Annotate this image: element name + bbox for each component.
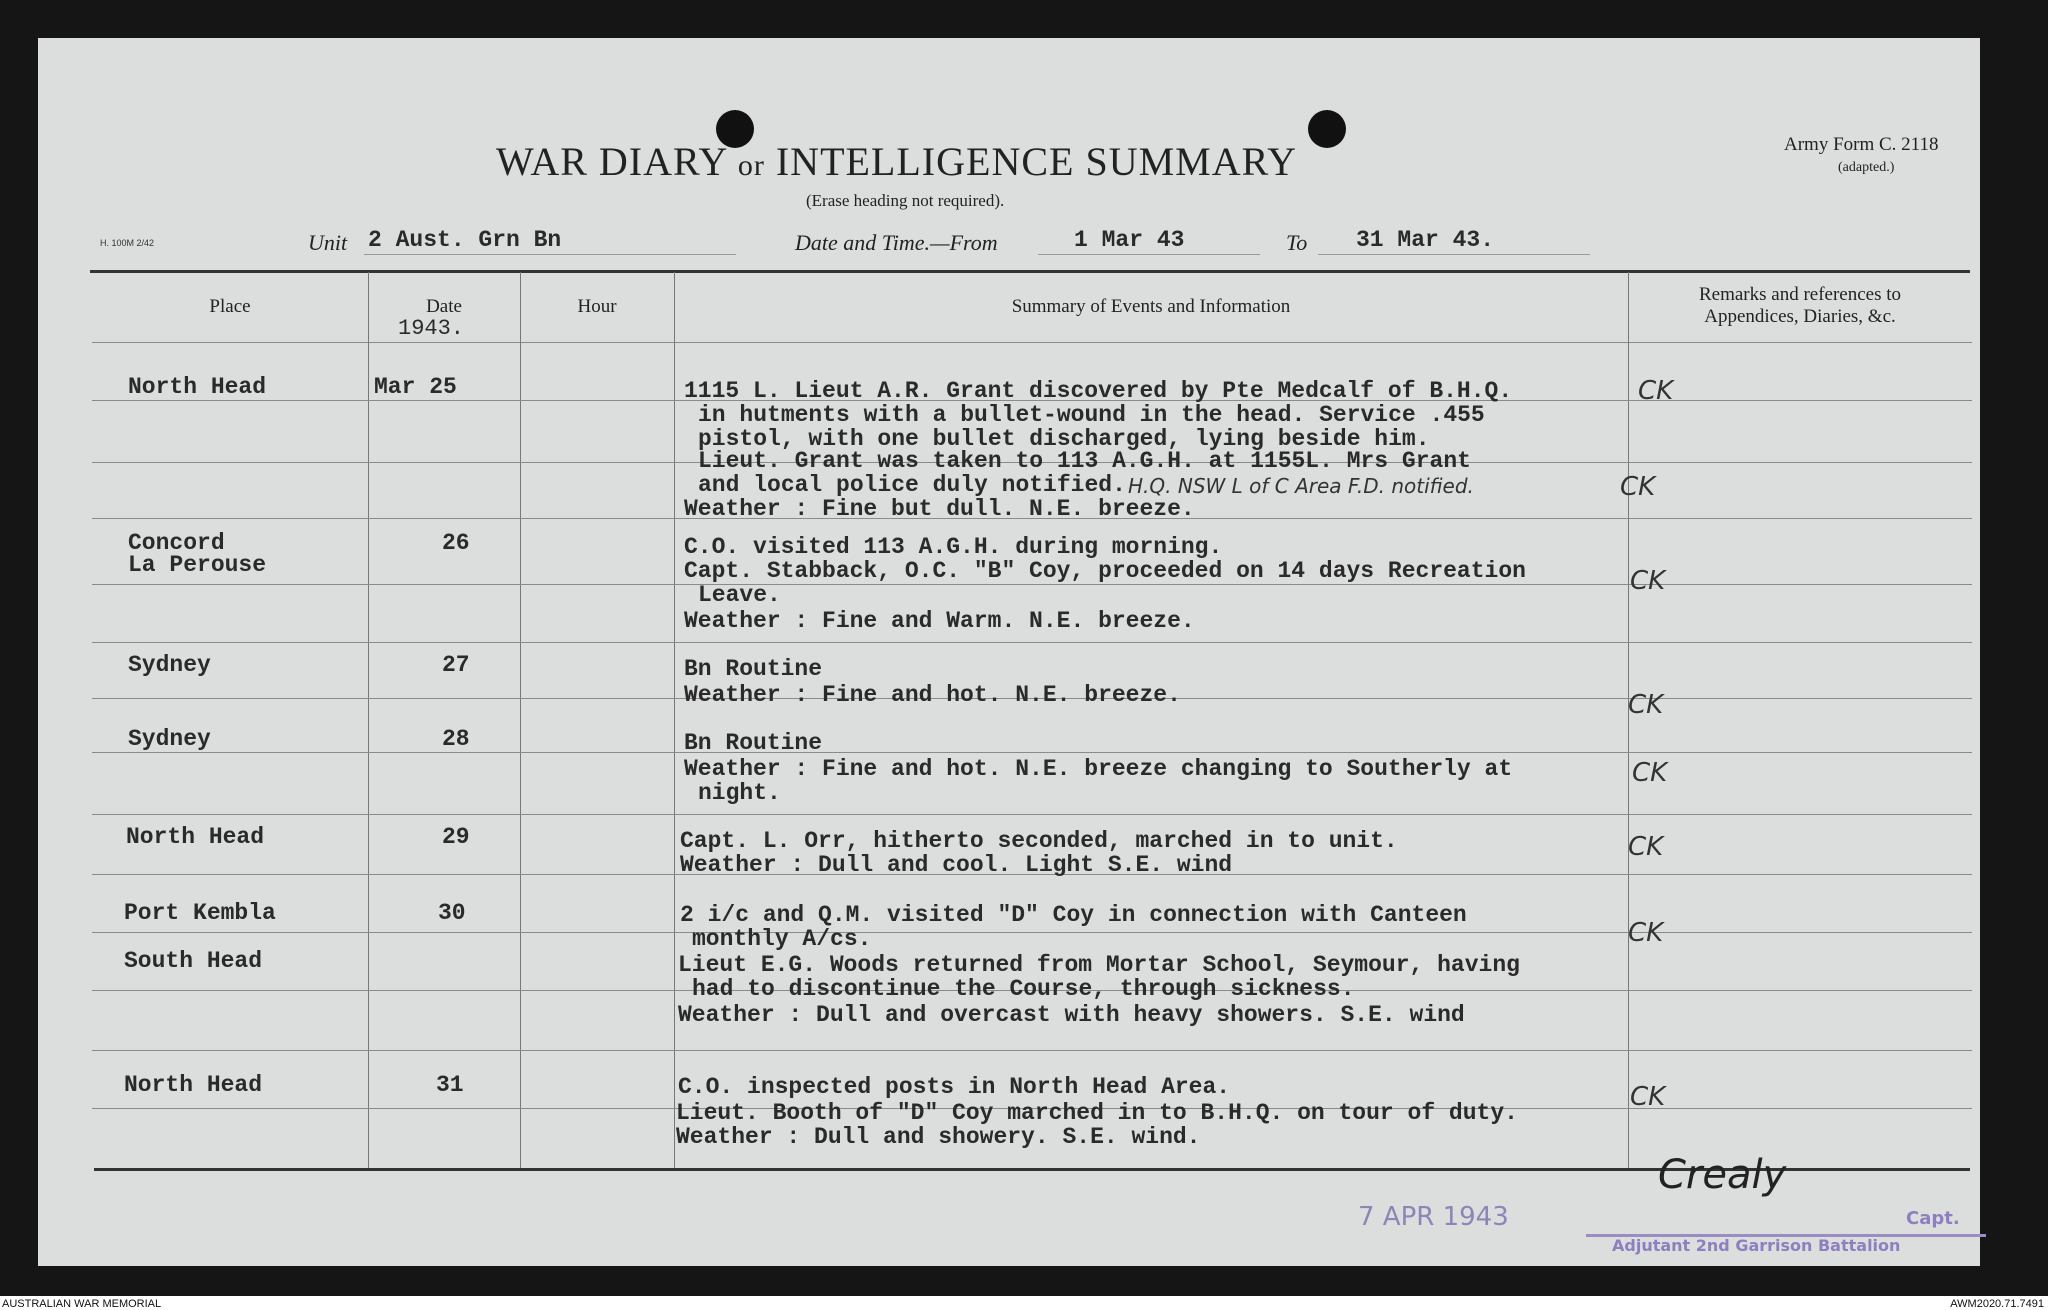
entry-place: South Head	[124, 948, 263, 974]
rule	[92, 1050, 1972, 1051]
date-from-value: 1 Mar 43	[1074, 227, 1185, 253]
footer-institution: AUSTRALIAN WAR MEMORIAL	[2, 1298, 162, 1310]
rule	[92, 752, 1972, 753]
unit-label: Unit	[308, 230, 348, 255]
title-war-diary: WAR DIARY	[496, 139, 727, 184]
to-underline	[1318, 254, 1590, 255]
entry-date: 28	[442, 726, 470, 752]
date-received-stamp: 7 APR 1943	[1358, 1202, 1509, 1232]
rule	[92, 584, 1972, 585]
col-header-hour: Hour	[577, 296, 617, 317]
entry-place: Sydney	[128, 726, 211, 752]
initials: CK	[1628, 918, 1664, 948]
entry-line: Bn Routine	[684, 730, 823, 756]
footer-accession-number: AWM2020.71.7491	[1950, 1298, 2044, 1310]
entry-date: 30	[438, 900, 466, 926]
entry-line: night.	[698, 780, 781, 806]
entry-weather: Weather : Fine and hot. N.E. breeze.	[684, 682, 1181, 708]
entry-line: and local police duly notified.	[698, 472, 1126, 498]
entry-line: in hutments with a bullet-wound in the head. Service .455	[698, 402, 1485, 428]
entry-date: 29	[442, 824, 470, 850]
initials: CK	[1628, 832, 1664, 862]
col-header-summary: Summary of Events and Information	[1011, 296, 1291, 317]
col-divider-place	[368, 272, 369, 1168]
handwritten-annotation: H.Q. NSW L of C Area F.D. notified.	[1128, 474, 1474, 498]
entry-date: 31	[436, 1072, 464, 1098]
title-or: or	[737, 149, 765, 182]
print-code: H. 100M 2/42	[100, 238, 155, 248]
col-header-remarks-2: Appendices, Diaries, &c.	[1704, 306, 1896, 327]
entry-weather: Weather : Dull and overcast with heavy showers. S.E. wind	[678, 1002, 1465, 1028]
entry-date: 26	[442, 530, 470, 556]
army-form-number: Army Form C. 2118	[1784, 134, 1939, 155]
unit-underline	[364, 254, 736, 255]
date-to-label: To	[1286, 230, 1308, 255]
entry-place: La Perouse	[128, 552, 267, 578]
entry-line: 2 i/c and Q.M. visited "D" Coy in connection with Canteen	[680, 902, 1467, 928]
entry-weather: Weather : Fine and hot. N.E. breeze changing to Southerly at	[684, 756, 1513, 782]
rule	[92, 932, 1972, 933]
date-to-value: 31 Mar 43.	[1356, 227, 1495, 253]
initials: CK	[1632, 758, 1668, 788]
army-form-adapted: (adapted.)	[1838, 160, 1895, 175]
entry-line: Lieut. Booth of "D" Coy marched in to B.H.Q. on tour of duty.	[676, 1100, 1518, 1126]
rank-stamp: Capt.	[1906, 1208, 1960, 1229]
col-divider-summary	[1628, 272, 1629, 1168]
initials: CK	[1630, 1082, 1666, 1112]
punch-hole	[1308, 110, 1346, 148]
entry-place: Concord	[128, 530, 225, 556]
entry-line: C.O. visited 113 A.G.H. during morning.	[684, 534, 1223, 560]
entry-line: C.O. inspected posts in North Head Area.	[678, 1074, 1231, 1100]
entry-place: Port Kembla	[124, 900, 276, 926]
entry-line: Lieut. Grant was taken to 113 A.G.H. at 1155L. Mrs Grant	[698, 448, 1471, 474]
entry-weather: Weather : Fine and Warm. N.E. breeze.	[684, 608, 1195, 634]
col-header-date: Date	[426, 296, 462, 317]
entry-line: Bn Routine	[684, 656, 823, 682]
initials: CK	[1628, 690, 1664, 720]
entry-line: Capt. L. Orr, hitherto seconded, marched in to unit.	[680, 828, 1398, 854]
entry-line: 1115 L. Lieut A.R. Grant discovered by Pte Medcalf of B.H.Q.	[684, 378, 1513, 404]
rule	[92, 642, 1972, 643]
entry-line: Lieut E.G. Woods returned from Mortar School, Seymour, having	[678, 952, 1520, 978]
initials: CK	[1630, 566, 1666, 596]
entry-line: Capt. Stabback, O.C. "B" Coy, proceeded on 14 days Recreation	[684, 558, 1526, 584]
header-rule	[92, 342, 1972, 343]
col-header-date-year: 1943.	[398, 316, 465, 341]
initials: CK	[1638, 376, 1674, 406]
unit-value: 2 Aust. Grn Bn	[368, 227, 562, 253]
diary-page	[38, 38, 1980, 1266]
col-divider-date	[520, 272, 521, 1168]
signature: Crealy	[1658, 1152, 1787, 1198]
entry-date: Mar 25	[374, 374, 457, 400]
entry-weather: Weather : Dull and showery. S.E. wind.	[676, 1124, 1201, 1150]
page-title	[496, 138, 1297, 185]
from-underline	[1038, 254, 1260, 255]
initials: CK	[1620, 472, 1656, 502]
entry-line: pistol, with one bullet discharged, lying beside him.	[698, 426, 1430, 452]
entry-line: Leave.	[698, 582, 781, 608]
entry-line: monthly A/cs.	[692, 926, 872, 952]
page-subtitle: (Erase heading not required).	[806, 191, 1005, 210]
col-header-place: Place	[209, 296, 251, 317]
entry-weather: Weather : Dull and cool. Light S.E. wind	[680, 852, 1233, 878]
title-intelligence-summary: INTELLIGENCE SUMMARY	[775, 139, 1297, 184]
rule	[92, 814, 1972, 815]
adjutant-stamp: Adjutant 2nd Garrison Battalion	[1612, 1236, 1901, 1255]
col-divider-hour	[674, 272, 675, 1168]
col-header-remarks-1: Remarks and references to	[1698, 284, 1902, 305]
table-top-border	[90, 270, 1970, 273]
entry-place: North Head	[126, 824, 265, 850]
entry-date: 27	[442, 652, 470, 678]
entry-place: Sydney	[128, 652, 211, 678]
entry-weather: Weather : Fine but dull. N.E. breeze.	[684, 496, 1195, 522]
entry-place: North Head	[124, 1072, 263, 1098]
entry-place: North Head	[128, 374, 267, 400]
date-from-label: Date and Time.—From	[795, 230, 998, 255]
entry-line: had to discontinue the Course, through sickness.	[692, 976, 1355, 1002]
